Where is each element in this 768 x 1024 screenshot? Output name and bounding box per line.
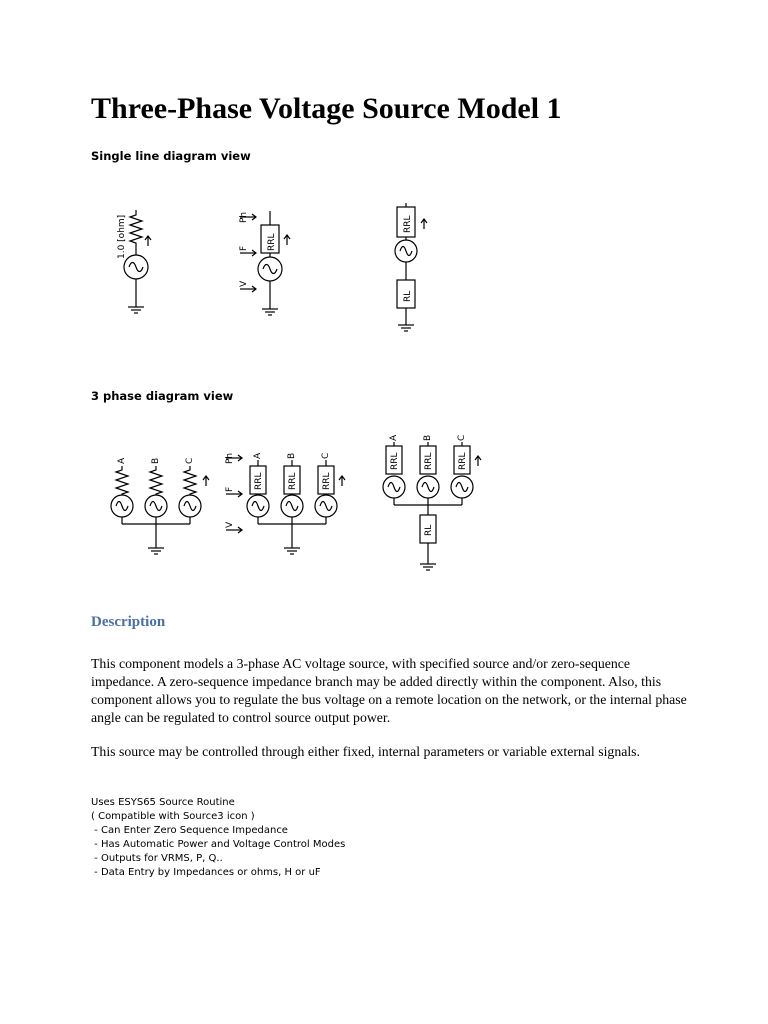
phase-b-label: B [423, 434, 433, 441]
ohm-label: 1.0 [ohm] [117, 214, 127, 259]
ph-label: Ph [225, 452, 235, 464]
rrl-label: RRL [267, 233, 277, 251]
f-label: F [225, 486, 235, 492]
phase-b-label: B [287, 452, 297, 459]
note-line: - Data Entry by Impedances or ohms, H or uF [91, 867, 321, 878]
note-line: ( Compatible with Source3 icon ) [91, 811, 255, 822]
phase-a-label: A [253, 452, 263, 459]
phase-a-label: A [389, 434, 399, 441]
single-line-heading: Single line diagram view [91, 149, 251, 163]
v-label: V [225, 521, 235, 528]
note-line: - Has Automatic Power and Voltage Control Modes [91, 839, 346, 850]
note-line: - Can Enter Zero Sequence Impedance [91, 825, 288, 836]
ph-label: Ph [239, 211, 249, 223]
sld-resistor-source [124, 210, 151, 313]
feature-notes [91, 796, 345, 880]
phase-c-label: C [321, 452, 331, 459]
description-paragraph: This source may be controlled through either fixed, internal parameters or variable external signals. [91, 744, 640, 759]
note-line: Uses ESYS65 Source Routine [91, 797, 235, 808]
rrl-label: RRL [390, 452, 400, 470]
rrl-label: RRL [288, 472, 298, 490]
rl-label: RL [424, 524, 434, 536]
three-phase-diagrams [0, 430, 768, 580]
phase-c-label: C [457, 434, 467, 441]
description-paragraph: This component models a 3-phase AC voltage source, with specified source and/or zero-sequence impedance. A zero-sequence impedance branch may be added directly within the component. Also, this component allows you to regulate the bus voltage on a remote location on the network, or the internal phase angle can be regulated to control source output power. [91, 656, 687, 725]
f-label: F [239, 245, 249, 251]
phase-a-label: A [117, 457, 127, 464]
rrl-label: RRL [458, 452, 468, 470]
phase-c-label: C [185, 457, 195, 464]
sld-rrl-source [240, 211, 290, 315]
rrl-label: RRL [254, 472, 264, 490]
rrl-label: RRL [424, 452, 434, 470]
phase-b-label: B [151, 457, 161, 464]
description-heading: Description [91, 614, 166, 630]
rrl-label: RRL [403, 215, 413, 233]
note-line: - Outputs for VRMS, P, Q.. [91, 853, 223, 864]
rrl-label: RRL [322, 472, 332, 490]
rl-label: RL [403, 290, 413, 302]
single-line-diagrams [0, 195, 768, 340]
v-label: V [239, 280, 249, 287]
three-phase-heading: 3 phase diagram view [91, 389, 234, 403]
tpd-resistor-sources [111, 466, 209, 554]
page-title: Three-Phase Voltage Source Model 1 [91, 92, 562, 125]
tpd-rrl-sources [225, 452, 345, 554]
